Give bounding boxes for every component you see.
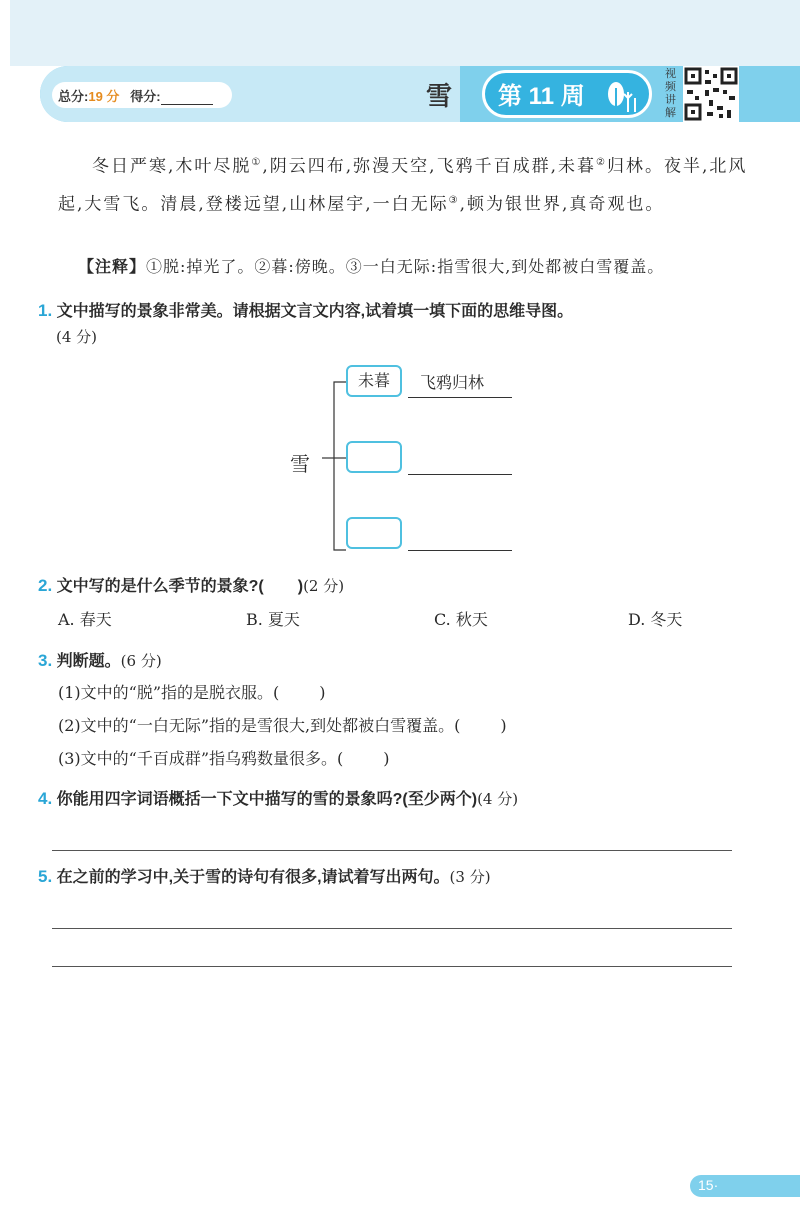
footnote-ref-1: ① xyxy=(251,157,263,168)
question-3 xyxy=(38,648,162,671)
question-1-text: 文中描写的景象非常美。请根据文言文内容,试着填一填下面的思维导图。 xyxy=(56,303,574,320)
mindmap-box-2[interactable] xyxy=(346,441,402,473)
footnote-ref-3: ③ xyxy=(448,194,460,206)
question-3-points: (6 分) xyxy=(120,652,162,670)
question-5 xyxy=(38,864,491,887)
score-blank[interactable] xyxy=(161,92,213,105)
question-5-points: (3 分) xyxy=(449,868,491,886)
score-line xyxy=(58,86,213,105)
option-a[interactable]: A. 春天 xyxy=(58,610,112,629)
mindmap-line-2[interactable] xyxy=(408,474,512,475)
judgement-item-1-close: ) xyxy=(319,683,326,702)
mindmap-line-1 xyxy=(408,397,512,398)
question-1-points: (4 分) xyxy=(56,328,98,346)
question-5-number: 5. xyxy=(38,867,53,886)
question-4-answer-line[interactable] xyxy=(52,850,732,851)
question-2-points: (2 分) xyxy=(303,577,345,595)
question-1 xyxy=(38,298,573,321)
score-label: 得分: xyxy=(130,89,161,104)
question-4 xyxy=(38,786,518,809)
judgement-item-2-close: ) xyxy=(500,716,507,735)
passage-text-4: ,顿为银世界,真奇观也。 xyxy=(459,194,665,215)
question-2 xyxy=(38,573,344,596)
judgement-item-3-text: (3)文中的“千百成群”指乌鸦数量很多。( xyxy=(58,749,344,768)
judgement-item-2-text: (2)文中的“一白无际”指的是雪很大,到处都被白雪覆盖。( xyxy=(58,716,461,735)
question-5-answer-line-1[interactable] xyxy=(52,928,732,929)
annotations xyxy=(58,250,748,284)
question-2-number: 2. xyxy=(38,576,53,595)
mindmap-box-1: 未暮 xyxy=(346,365,402,397)
question-5-text: 在之前的学习中,关于雪的诗句有很多,请试着写出两句。 xyxy=(56,869,450,886)
judgement-item-1-text: (1)文中的“脱”指的是脱衣服。( xyxy=(58,683,280,702)
option-d[interactable]: D. 冬天 xyxy=(628,610,683,629)
footnote-ref-2: ② xyxy=(596,157,607,168)
question-5-answer-line-2[interactable] xyxy=(52,966,732,967)
passage-text-1: 冬日严寒,木叶尽脱 xyxy=(92,156,252,177)
judgement-item-3-close: ) xyxy=(383,749,390,768)
qr-label: 视频讲解 xyxy=(665,68,676,119)
week-label: 第 11 周 xyxy=(498,83,585,110)
score-total-value: 19 分 xyxy=(88,89,120,104)
judgement-item-1 xyxy=(58,680,326,703)
page-number: 15· xyxy=(698,1177,719,1193)
judgement-item-3 xyxy=(58,746,390,769)
question-1-number: 1. xyxy=(38,301,53,320)
question-3-text: 判断题。 xyxy=(56,653,121,670)
mindmap-box-3[interactable] xyxy=(346,517,402,549)
option-b[interactable]: B. 夏天 xyxy=(246,610,300,629)
question-4-text: 你能用四字词语概括一下文中描写的雪的景象吗?(至少两个) xyxy=(56,791,478,808)
annotations-text: ①脱:掉光了。②暮:傍晚。③一白无际:指雪很大,到处都被白雪覆盖。 xyxy=(146,257,665,276)
mindmap-line-1-text: 飞鸦归林 xyxy=(420,373,485,392)
qr-code-icon[interactable] xyxy=(683,66,739,122)
mindmap-line-3[interactable] xyxy=(408,550,512,551)
question-4-number: 4. xyxy=(38,789,53,808)
header-background xyxy=(10,0,800,66)
question-3-number: 3. xyxy=(38,651,53,670)
annotations-label: 【注释】 xyxy=(78,257,147,276)
passage xyxy=(58,146,748,221)
page-title: 雪 xyxy=(426,81,453,111)
judgement-item-2 xyxy=(58,713,507,736)
passage-text-3: 归林。夜半,北风起,大雪飞。清晨,登楼远望,山林屋宇,一白无际 xyxy=(58,156,748,215)
question-2-text: 文中写的是什么季节的景象?( xyxy=(56,578,264,595)
option-c[interactable]: C. 秋天 xyxy=(434,610,488,629)
question-2-close: ) xyxy=(297,578,304,595)
question-4-points: (4 分) xyxy=(477,790,519,808)
score-total-label: 总分: xyxy=(58,89,89,104)
passage-text-2: ,阴云四布,弥漫天空,飞鸦千百成群,未暮 xyxy=(262,156,596,177)
tree-icon xyxy=(604,78,640,114)
mindmap-root: 雪 xyxy=(290,452,310,476)
